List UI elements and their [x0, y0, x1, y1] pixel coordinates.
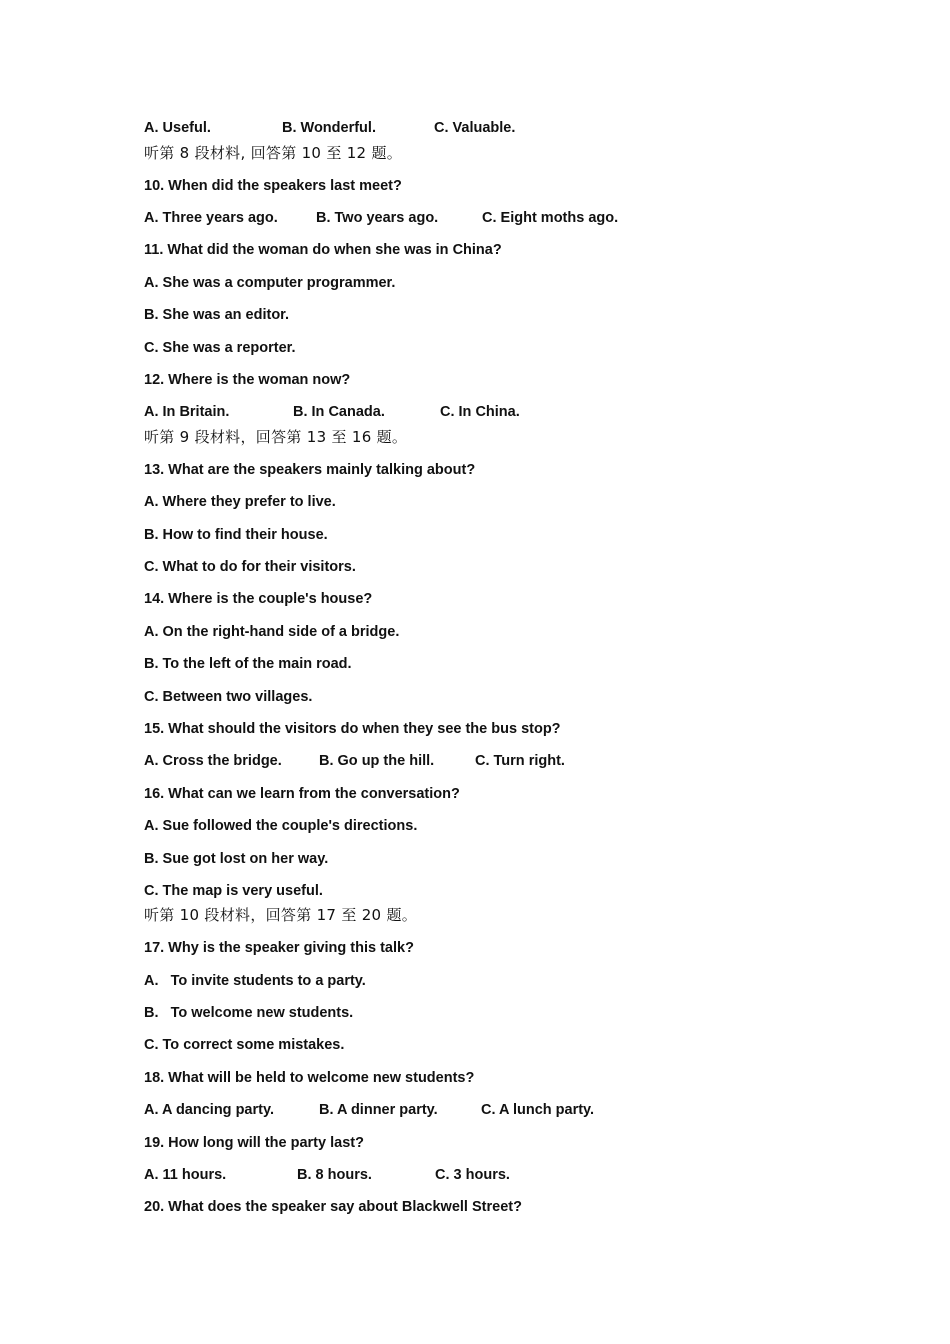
q9-option-c: C. Valuable.	[434, 120, 516, 136]
q10-option-c: C. Eight moths ago.	[482, 210, 619, 226]
q16-option-a: A. Sue followed the couple's directions.	[144, 818, 418, 834]
q17-option-b: B. To welcome new students.	[144, 1005, 354, 1021]
q19-option-a: A. 11 hours.	[144, 1167, 227, 1183]
q18-option-b: B. A dinner party.	[319, 1102, 438, 1118]
q11-option-a: A. She was a computer programmer.	[144, 275, 396, 291]
question-17: 17. Why is the speaker giving this talk?	[144, 940, 414, 956]
section-9-heading: 听第 9 段材料，回答第 13 至 16 题。	[144, 428, 408, 446]
section-8-heading: 听第 8 段材料, 回答第 10 至 12 题。	[144, 144, 403, 162]
question-14: 14. Where is the couple's house?	[144, 591, 373, 607]
q19-option-c: C. 3 hours.	[435, 1167, 510, 1183]
q9-option-b: B. Wonderful.	[282, 120, 376, 136]
question-19: 19. How long will the party last?	[144, 1135, 364, 1151]
q9-option-a: A. Useful.	[144, 120, 211, 136]
q15-option-c: C. Turn right.	[475, 753, 565, 769]
q13-option-a: A. Where they prefer to live.	[144, 494, 336, 510]
question-10: 10. When did the speakers last meet?	[144, 178, 402, 194]
q11-option-b: B. She was an editor.	[144, 307, 290, 323]
q12-option-b: B. In Canada.	[293, 404, 385, 420]
q18-option-a: A. A dancing party.	[144, 1102, 274, 1118]
q15-option-a: A. Cross the bridge.	[144, 753, 282, 769]
q19-option-b: B. 8 hours.	[297, 1167, 372, 1183]
q15-option-b: B. Go up the hill.	[319, 753, 435, 769]
q12-option-a: A. In Britain.	[144, 404, 230, 420]
q13-option-c: C. What to do for their visitors.	[144, 559, 356, 575]
q12-option-c: C. In China.	[440, 404, 520, 420]
q11-option-c: C. She was a reporter.	[144, 340, 296, 356]
q16-option-c: C. The map is very useful.	[144, 883, 323, 899]
q14-option-b: B. To the left of the main road.	[144, 656, 352, 672]
question-16: 16. What can we learn from the conversation?	[144, 786, 460, 802]
q17-option-a: A. To invite students to a party.	[144, 973, 366, 989]
question-20: 20. What does the speaker say about Blackwell Street?	[144, 1199, 522, 1215]
q10-option-a: A. Three years ago.	[144, 210, 278, 226]
question-11: 11. What did the woman do when she was in China?	[144, 242, 502, 258]
question-18: 18. What will be held to welcome new students?	[144, 1070, 475, 1086]
q14-option-a: A. On the right-hand side of a bridge.	[144, 624, 400, 640]
q16-option-b: B. Sue got lost on her way.	[144, 851, 329, 867]
q14-option-c: C. Between two villages.	[144, 689, 313, 705]
section-10-heading: 听第 10 段材料，回答第 17 至 20 题。	[144, 906, 418, 924]
q13-option-b: B. How to find their house.	[144, 527, 328, 543]
question-12: 12. Where is the woman now?	[144, 372, 351, 388]
question-13: 13. What are the speakers mainly talking about?	[144, 462, 476, 478]
question-15: 15. What should the visitors do when they see the bus stop?	[144, 721, 561, 737]
q17-option-c: C. To correct some mistakes.	[144, 1037, 345, 1053]
q10-option-b: B. Two years ago.	[316, 210, 439, 226]
q18-option-c: C. A lunch party.	[481, 1102, 595, 1118]
